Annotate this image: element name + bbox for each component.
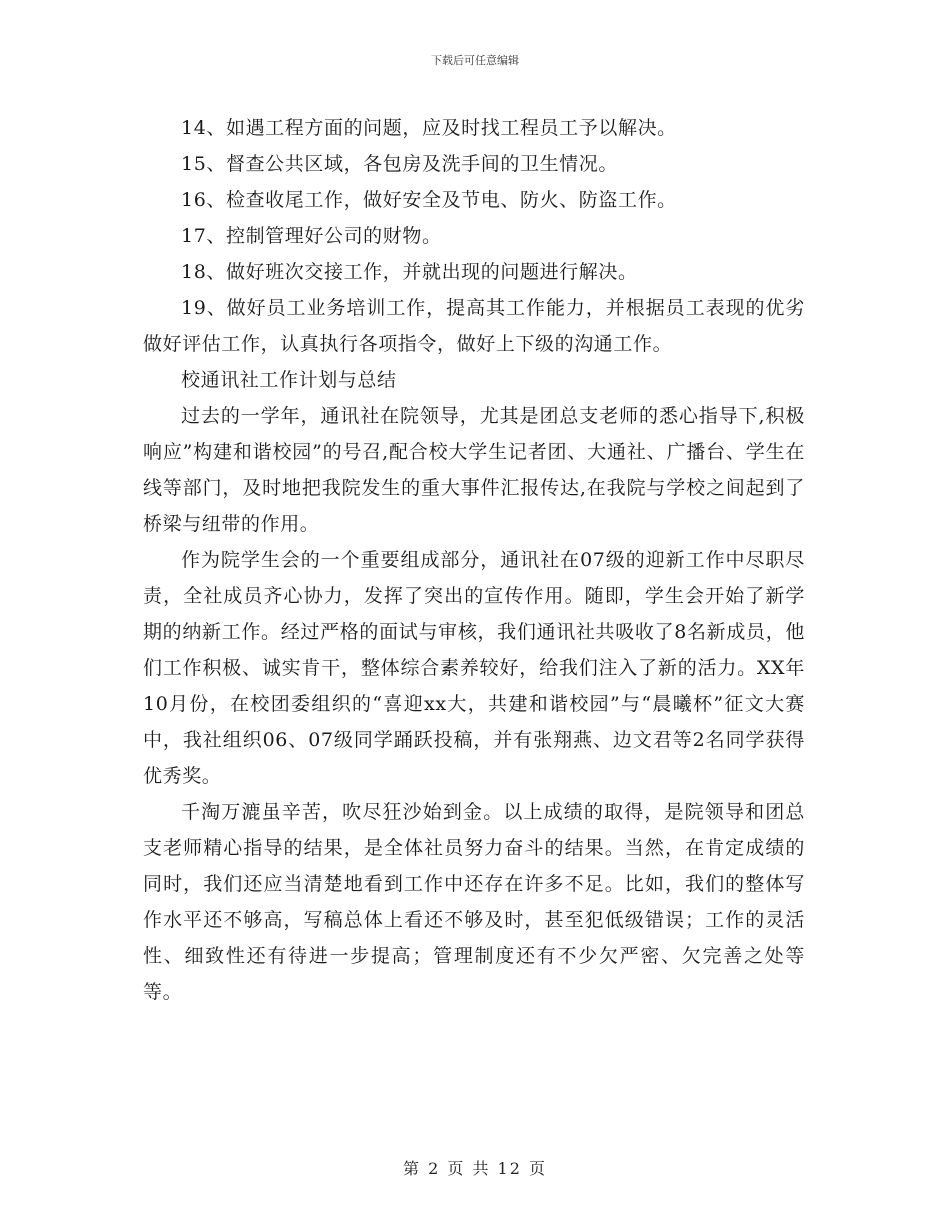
page-header: 下载后可任意编辑 — [431, 54, 519, 67]
list-item-18: 18、做好班次交接工作，并就出现的问题进行解决。 — [181, 261, 638, 283]
list-item-14: 14、如遇工程方面的问题，应及时找工程员工予以解决。 — [181, 117, 677, 139]
list-item-19: 19、做好员工业务培训工作，提高其工作能力，并根据员工表现的优劣做好评估工作，认真执行各项指令，做好上下级的沟通工作。 — [143, 297, 805, 355]
section-title: 校通讯社工作计划与总结 — [181, 369, 397, 391]
paragraph-intro: 过去的一学年，通讯社在院领导，尤其是团总支老师的悉心指导下,积极响应”构建和谐校园”的号召,配合校大学生记者团、大通社、广播台、学生在线等部门，及时地把我院发生的重大事件汇报传达,在我院与学校之间起到了桥梁与纽带的作用。 — [143, 405, 805, 535]
paragraph-reflection: 千淘万漉虽辛苦，吹尽狂沙始到金。以上成绩的取得，是院领导和团总支老师精心指导的结果，是全体社员努力奋斗的结果。当然，在肯定成绩的同时，我们还应当清楚地看到工作中还存在许多不足。比如，我们的整体写作水平还不够高，写稿总体上看还不够及时，甚至犯低级错误；工作的灵活性、细致性还有待进一步提高；管理制度还有不少欠严密、欠完善之处等等。 — [143, 801, 805, 1003]
page-number: 第 2 页 共 12 页 — [403, 1159, 547, 1178]
list-item-16: 16、检查收尾工作，做好安全及节电、防火、防盗工作。 — [181, 189, 677, 211]
list-item-17: 17、控制管理好公司的财物。 — [181, 225, 442, 247]
list-item-15: 15、督查公共区域，各包房及洗手间的卫生情况。 — [181, 153, 618, 175]
paragraph-achievements: 作为院学生会的一个重要组成部分，通讯社在07级的迎新工作中尽职尽责，全社成员齐心协力，发挥了突出的宣传作用。随即，学生会开始了新学期的纳新工作。经过严格的面试与审核，我们通讯社共吸收了8名新成员，他们工作积极、诚实肯干，整体综合素养较好，给我们注入了新的活力。XX年10月份，在校团委组织的“喜迎xx大，共建和谐校园”与“晨曦杯”征文大赛中，我社组织06、07级同学踊跃投稿，并有张翔燕、边文君等2名同学获得优秀奖。 — [143, 549, 805, 787]
document-body — [143, 110, 805, 1010]
